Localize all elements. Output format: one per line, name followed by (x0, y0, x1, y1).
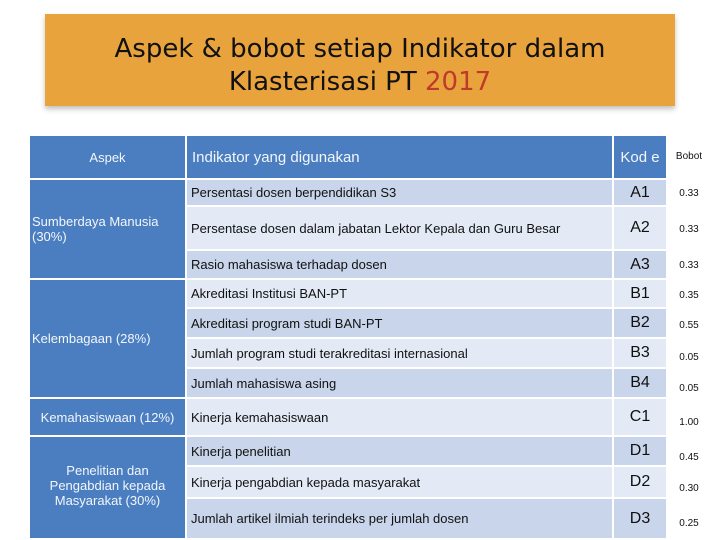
slide-title-line2 (45, 67, 675, 97)
header-indikator-label: Indikator yang digunakan (192, 148, 360, 166)
table-row-kode: A1 (614, 180, 666, 205)
table-row-bobot: 1.00 (679, 417, 699, 428)
table-row-indikator: Jumlah artikel ilmiah terindeks per jumlah dosen (187, 499, 612, 538)
table-row-kode: A2 (614, 207, 666, 249)
header-bobot: Bobot (675, 151, 703, 162)
table-row-indikator: Kinerja kemahasiswaan (187, 399, 612, 435)
aspek-label-kelembagaan: Kelembagaan (28%) (32, 331, 151, 346)
table-row-indikator: Jumlah mahasiswa asing (187, 369, 612, 397)
table-row-kode: D2 (614, 467, 666, 497)
table-row-indikator: Kinerja pengabdian kepada masyarakat (187, 467, 612, 497)
table-row-indikator: Persentasi dosen berpendidikan S3 (187, 180, 612, 205)
slide-title-year: 2017 (425, 67, 492, 97)
table-row-kode: D3 (614, 499, 666, 538)
header-kode (614, 136, 666, 178)
table-row-bobot: 0.05 (679, 383, 699, 394)
aspek-cell-kelembagaan (30, 280, 185, 397)
aspek-cell-kemahasiswaan (30, 399, 185, 435)
table-row-bobot: 0.33 (679, 188, 699, 199)
table-row-bobot: 0.45 (679, 452, 699, 463)
slide-title-line1: Aspek & bobot setiap Indikator dalam (114, 34, 606, 64)
header-indikator (187, 136, 612, 178)
table-row-bobot: 0.55 (679, 320, 699, 331)
table-row-bobot: 0.30 (679, 483, 699, 494)
table-row-indikator: Jumlah program studi terakreditasi internasional (187, 339, 612, 367)
table-row-kode: B1 (614, 280, 666, 307)
aspek-label-sdm: Sumberdaya Manusia (30%) (32, 214, 159, 244)
slide-title-box (45, 14, 675, 106)
header-aspek (30, 136, 185, 178)
table-row-indikator: Akreditasi Institusi BAN-PT (187, 280, 612, 307)
table-row-kode: C1 (614, 399, 666, 435)
table-row-bobot: 0.33 (679, 260, 699, 271)
table-row-kode: B2 (614, 309, 666, 337)
aspek-label-penelitian: Penelitian dan Pengabdian kepada Masyarakat (30%) (49, 463, 166, 508)
table-row-bobot: 0.33 (679, 224, 699, 235)
aspek-label-kemahasiswaan: Kemahasiswaan (12%) (40, 409, 175, 425)
table-row-indikator: Rasio mahasiswa terhadap dosen (187, 251, 612, 278)
table-row-kode: B3 (614, 339, 666, 367)
table-row-kode: B4 (614, 369, 666, 397)
header-kode-label: Kod e (620, 148, 660, 166)
table-row-bobot: 0.05 (679, 352, 699, 363)
table-row-bobot: 0.25 (679, 518, 699, 529)
aspek-cell-penelitian (30, 437, 185, 538)
table-row-bobot: 0.35 (679, 290, 699, 301)
table-row-kode: A3 (614, 251, 666, 278)
aspek-cell-sdm (30, 180, 185, 278)
header-aspek-label: Aspek (89, 149, 126, 165)
slide-title-text: Klasterisasi PT (228, 67, 426, 97)
table-row-indikator: Persentase dosen dalam jabatan Lektor Kepala dan Guru Besar (187, 207, 612, 249)
table-row-indikator: Akreditasi program studi BAN-PT (187, 309, 612, 337)
table-row-indikator: Kinerja penelitian (187, 437, 612, 465)
table-row-kode: D1 (614, 437, 666, 465)
